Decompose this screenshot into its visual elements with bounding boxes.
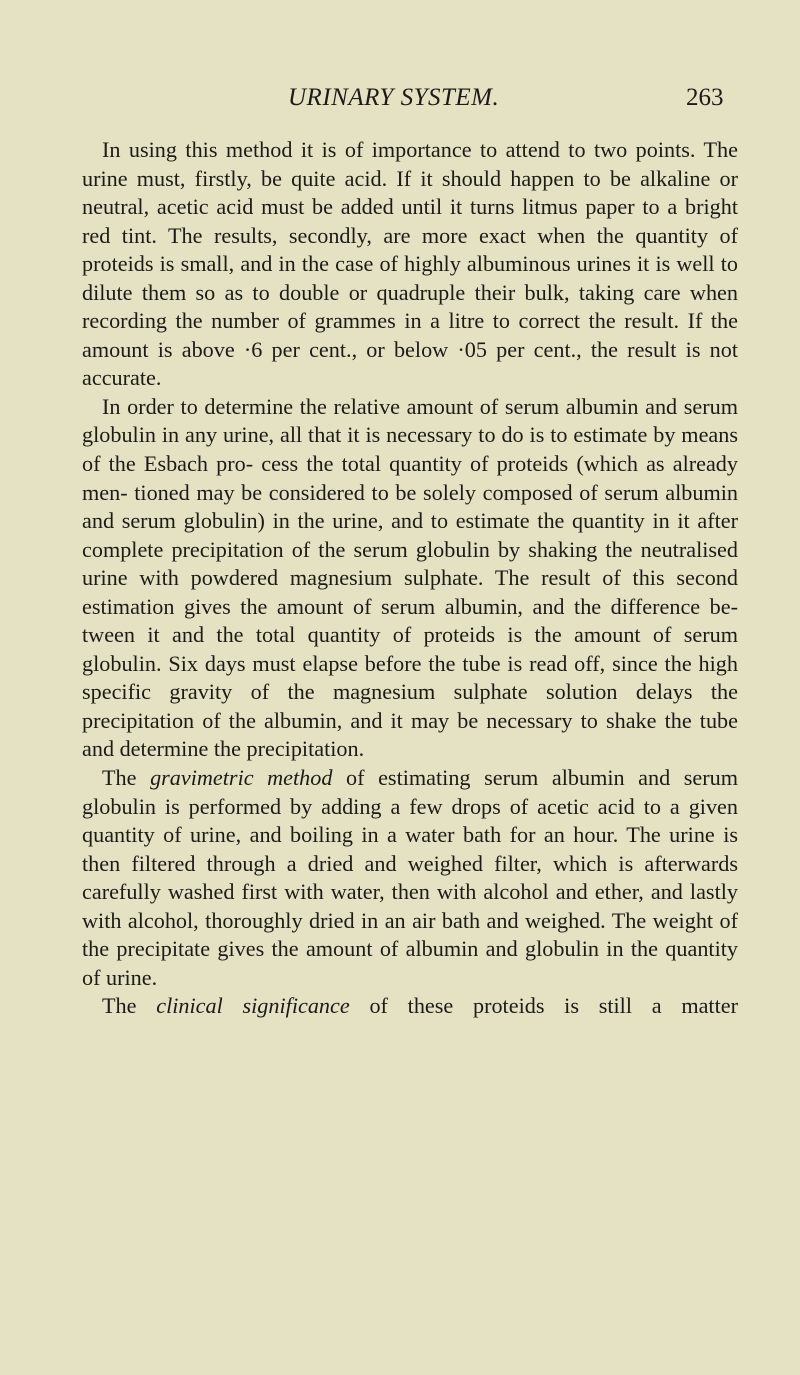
body-text — [82, 136, 738, 1021]
page-number: 263 — [686, 84, 724, 111]
italic-term: clinical significance — [156, 993, 350, 1019]
paragraph — [82, 764, 738, 992]
paragraph — [82, 393, 738, 764]
running-title: URINARY SYSTEM. — [288, 84, 500, 111]
page-header — [0, 76, 800, 116]
paragraph-text: of estimating serum albumin and serum globulin is performed by adding a few drops of acetic acid to a given quantity of urine, and boiling in a water bath for an hour. The urine is then filtered through a dried and weighed filter, which is afterwards carefully washed first with water, then with alcohol and ether, and lastly with alcohol, thoroughly dried in an air bath and weighed. The weight of the precipitate gives the amount of albumin and globulin in the quantity of urine. — [82, 765, 738, 990]
paragraph-text: The — [102, 993, 157, 1019]
paragraph-text: of these proteids is still a matter — [349, 993, 738, 1019]
italic-term: gravimetric method — [150, 765, 333, 791]
paragraph — [82, 992, 738, 1021]
paragraph-text: In using this method it is of importance to attend to two points. The urine must, firstly, be quite acid. If it should happen to be alkaline or neutral, acetic acid must be added until it turns litmus paper to a bright red tint. The results, secondly, are more exact when the quantity of proteids is small, and in the case of highly albuminous urines it is well to dilute them so as to double or quadruple their bulk, taking care when recording the number of grammes in a litre to correct the result. If the amount is above ·6 per cent., or below ·05 per cent., the result is not accurate. — [82, 137, 738, 391]
paragraph-text: In order to determine the relative amount of serum albumin and serum globulin in any urine, all that it is necessary to do is to estimate by means of the Esbach pro- cess the total quantity of proteids (which as already men- tioned may be considered to be solely composed of serum albumin and serum globulin) in the urine, and to estimate the quantity in it after complete precipitation of the serum globulin by shaking the neutralised urine with powdered magnesium sulphate. The result of this second estimation gives the amount of serum albumin, and the difference be- tween it and the total quantity of proteids is the amount of serum globulin. Six days must elapse before the tube is read off, since the high specific gravity of the magnesium sulphate solution delays the precipitation of the albumin, and it may be necessary to shake the tube and determine the precipitation. — [82, 393, 738, 762]
paragraph — [82, 136, 738, 393]
paragraph-text: The — [102, 765, 151, 791]
